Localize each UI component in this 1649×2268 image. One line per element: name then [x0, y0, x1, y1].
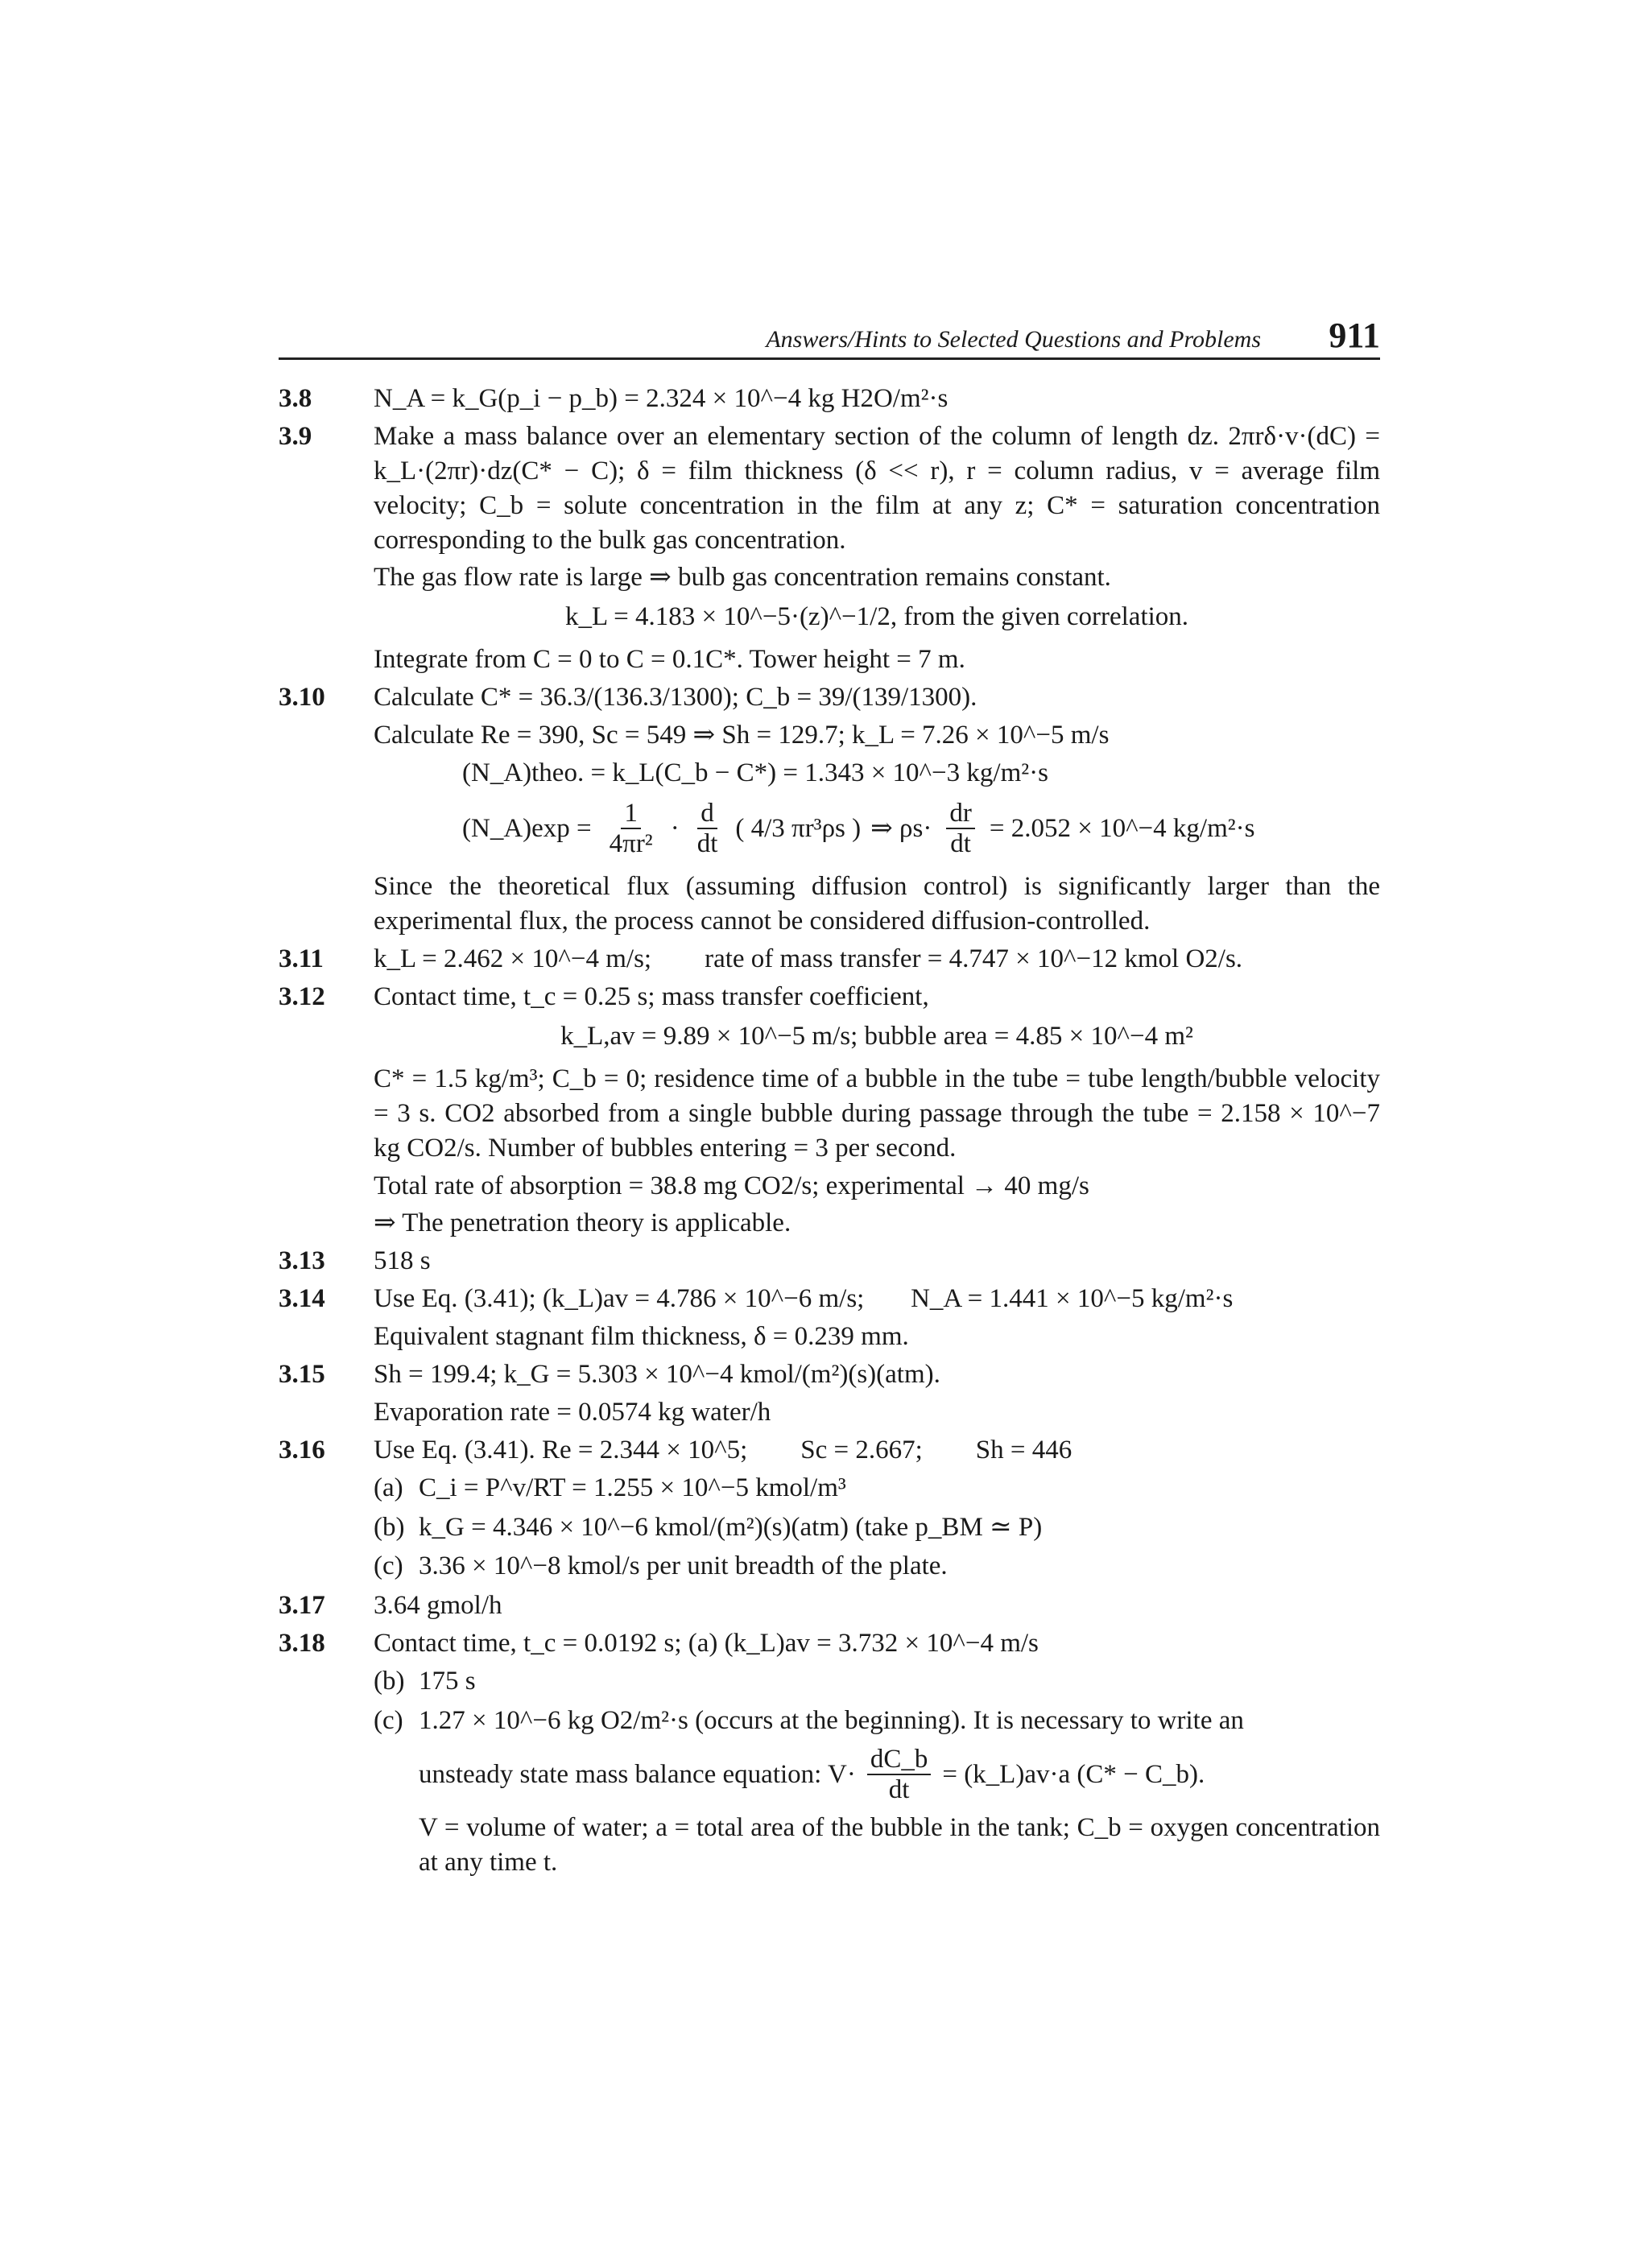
- answer-line: Use Eq. (3.41). Re = 2.344 × 10^5; Sc = 2.667; Sh = 446: [374, 1435, 1072, 1464]
- problem-3-18: [279, 1626, 1380, 1880]
- running-header: [279, 316, 1380, 360]
- header-title: Answers/Hints to Selected Questions and Problems: [766, 326, 1261, 353]
- problem-number: 3.12: [279, 982, 325, 1012]
- fraction-denominator: 4πr²: [609, 829, 653, 859]
- fraction-numerator: d: [697, 799, 717, 829]
- equation-arrow: ⇒ ρs·: [870, 813, 932, 843]
- problem-number: 3.11: [279, 944, 324, 974]
- answer-line: Contact time, t_c = 0.0192 s; (a) (k_L)av = 3.732 × 10^−4 m/s: [374, 1629, 1039, 1659]
- answer-line: 518 s: [374, 1246, 431, 1276]
- equation: k_L = 4.183 × 10^−5·(z)^−1/2, from the given correlation.: [564, 602, 1189, 632]
- sub-label: (c): [374, 1705, 403, 1735]
- equation-prefix: unsteady state mass balance equation: V·: [419, 1759, 856, 1789]
- answer-line: k_L = 2.462 × 10^−4 m/s; rate of mass transfer = 4.747 × 10^−12 kmol O2/s.: [374, 944, 1243, 974]
- fraction: [606, 799, 656, 859]
- answer-line: Sh = 199.4; k_G = 5.303 × 10^−4 kmol/(m²)(s)(atm).: [374, 1359, 940, 1389]
- fraction: [946, 799, 975, 859]
- sub-answer-c: [374, 1549, 1380, 1584]
- sub-label: (c): [374, 1551, 403, 1581]
- sub-text: 175 s: [419, 1667, 476, 1696]
- answer-line: ⇒ The penetration theory is applicable.: [374, 1208, 791, 1238]
- answers-list: [279, 380, 1380, 1885]
- answer-line: Since the theoretical flux (assuming diffusion control) is significantly larger than the experimental flux, the process cannot be considered diffusion-controlled.: [374, 872, 1380, 936]
- answer-line: Integrate from C = 0 to C = 0.1C*. Tower height = 7 m.: [374, 645, 965, 675]
- sub-answer-b: [374, 1510, 1380, 1545]
- answer-line: Total rate of absorption = 38.8 mg CO2/s; experimental → 40 mg/s: [374, 1171, 1089, 1200]
- problem-3-16: [279, 1433, 1380, 1584]
- sub-label: (b): [374, 1512, 405, 1542]
- problem-3-13: [279, 1244, 1380, 1279]
- page-number: 911: [1329, 316, 1380, 355]
- problem-3-14: [279, 1282, 1380, 1354]
- problem-number: 3.17: [279, 1591, 325, 1621]
- sub-label: (b): [374, 1667, 405, 1696]
- equation: (N_A)theo. = k_L(C_b − C*) = 1.343 × 10^−3 kg/m²·s: [462, 758, 1048, 787]
- fraction: [694, 799, 721, 859]
- answer-line: Calculate Re = 390, Sc = 549 ⇒ Sh = 129.7; k_L = 7.26 × 10^−5 m/s: [374, 721, 1110, 750]
- fraction: [867, 1745, 932, 1805]
- problem-number: 3.18: [279, 1629, 325, 1659]
- answer-line: Make a mass balance over an elementary section of the column of length dz. 2πrδ·v·(dC) = k_L·(2πr)·dz(C* − C); δ = film thickness (δ << r), r = column radius, v = average film velocity; C_b = solute concentration in the film at any z; C* = saturation concentration corresponding to the bulk gas concentration.: [374, 421, 1380, 555]
- equation-parenthetical: ( 4/3 πr³ρs ): [735, 813, 862, 843]
- problem-3-17: [279, 1588, 1380, 1623]
- equation-mass-balance: [419, 1745, 1380, 1805]
- equation: k_L,av = 9.89 × 10^−5 m/s; bubble area = 4.85 × 10^−4 m²: [560, 1021, 1193, 1051]
- answer-line: N_A = k_G(p_i − p_b) = 2.324 × 10^−4 kg H2O/m²·s: [374, 384, 948, 413]
- answer-line: Calculate C* = 36.3/(136.3/1300); C_b = 39/(139/1300).: [374, 683, 977, 713]
- fraction-numerator: 1: [621, 799, 641, 829]
- answer-line: 3.64 gmol/h: [374, 1591, 502, 1621]
- problem-3-8: [279, 382, 1380, 416]
- fraction-numerator: dr: [946, 799, 975, 829]
- sub-answer-a: [374, 1471, 1380, 1506]
- sub-text: 1.27 × 10^−6 kg O2/m²·s (occurs at the beginning). It is necessary to write an: [419, 1705, 1244, 1735]
- sub-label: (a): [374, 1473, 403, 1502]
- answer-line: Equivalent stagnant film thickness, δ = 0.239 mm.: [374, 1322, 909, 1352]
- sub-text: C_i = P^v/RT = 1.255 × 10^−5 kmol/m³: [419, 1473, 846, 1502]
- answer-line: C* = 1.5 kg/m³; C_b = 0; residence time of a bubble in the tube = tube length/bubble velocity = 3 s. CO2 absorbed from a single bubble during passage through the tube = 2.158 × 10^−7 kg CO2/s. Number of bubbles entering = 3 per second.: [374, 1064, 1380, 1163]
- answer-line: The gas flow rate is large ⇒ bulb gas concentration remains constant.: [374, 563, 1111, 593]
- answer-line: Contact time, t_c = 0.25 s; mass transfer coefficient,: [374, 982, 929, 1012]
- fraction-numerator: dC_b: [867, 1745, 932, 1775]
- fraction-denominator: dt: [888, 1775, 910, 1805]
- sub-text: V = volume of water; a = total area of the bubble in the tank; C_b = oxygen concentration at any time t.: [419, 1813, 1380, 1878]
- problem-number: 3.9: [279, 421, 312, 451]
- problem-number: 3.16: [279, 1435, 325, 1464]
- sub-text: k_G = 4.346 × 10^−6 kmol/(m²)(s)(atm) (take p_BM ≃ P): [419, 1512, 1043, 1542]
- sub-answer-c: [374, 1704, 1380, 1880]
- fraction-denominator: dt: [950, 829, 971, 859]
- problem-number: 3.15: [279, 1359, 325, 1389]
- problem-number: 3.14: [279, 1284, 325, 1314]
- answer-line: Evaporation rate = 0.0574 kg water/h: [374, 1397, 771, 1427]
- problem-number: 3.13: [279, 1246, 325, 1276]
- problem-number: 3.8: [279, 384, 312, 413]
- sub-text: 3.36 × 10^−8 kmol/s per unit breadth of the plate.: [419, 1551, 948, 1581]
- equation-lhs: (N_A)exp =: [462, 813, 592, 843]
- answer-line: Use Eq. (3.41); (k_L)av = 4.786 × 10^−6 m/s; N_A = 1.441 × 10^−5 kg/m²·s: [374, 1284, 1234, 1314]
- problem-3-9: [279, 419, 1380, 677]
- problem-3-11: [279, 942, 1380, 977]
- sub-answer-b: [374, 1664, 1380, 1699]
- problem-3-15: [279, 1357, 1380, 1430]
- problem-3-10: [279, 680, 1380, 939]
- equation-rhs: = 2.052 × 10^−4 kg/m²·s: [989, 813, 1255, 843]
- equation-suffix: = (k_L)av·a (C* − C_b).: [942, 1759, 1205, 1789]
- equation-exp-flux: (N_A)exp = $\frac{1}{\text{4πr²}}$ · $\frac{d}{dt}$ ( 4/3 πr³ρs ) ⇒ ρs· $\frac{dr}{dt}$ = 2.052 × 10^−4 kg/m²·s: [462, 798, 1255, 859]
- problem-number: 3.10: [279, 683, 325, 713]
- problem-3-12: [279, 980, 1380, 1241]
- fraction-denominator: dt: [696, 829, 718, 859]
